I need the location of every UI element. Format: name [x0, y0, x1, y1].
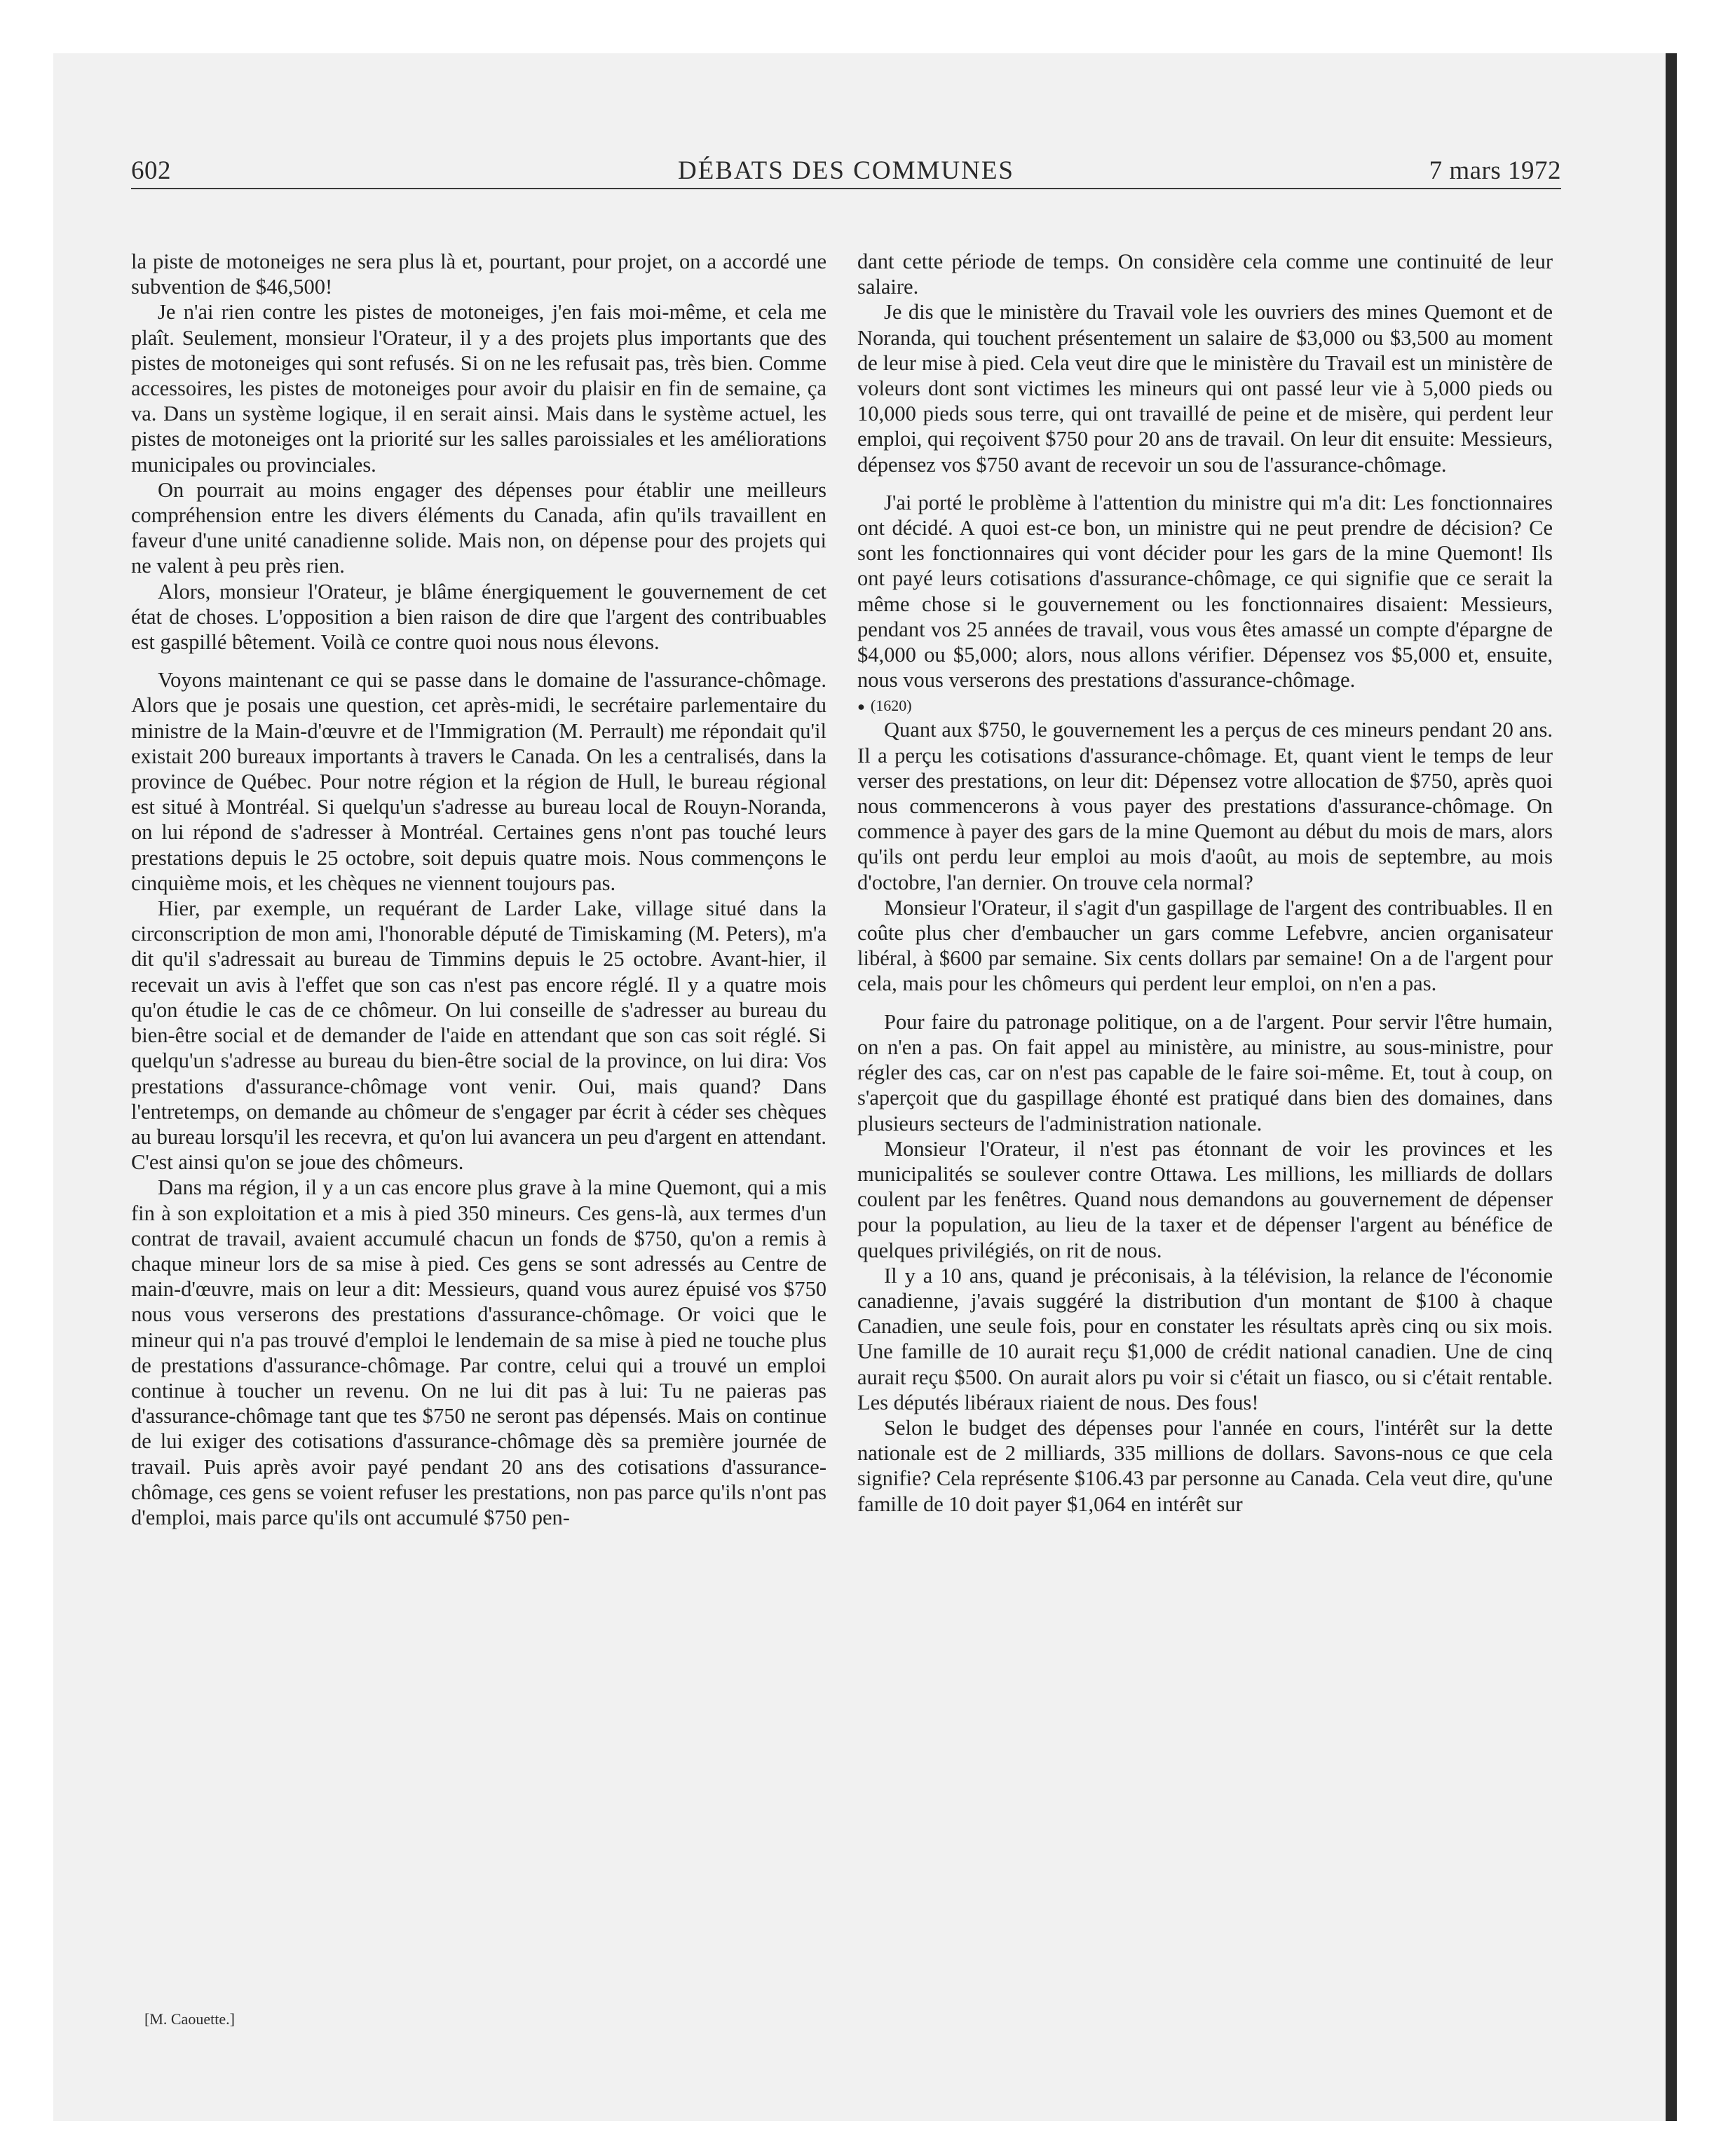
- scan-edge-bar: [1666, 53, 1677, 2121]
- paragraph: Je dis que le ministère du Travail vole les ouvriers des mines Quemont et de Noranda, qui touchent présentement un salaire de $3,000 ou $3,500 au moment de leur mise à pied. Cela veut dire que le ministère du Travail est un ministère de voleurs dont sont victimes les mineurs qui ont passé leur vie à 5,000 pieds ou 10,000 pieds sous terre, qui ont travaillé de peine et de misère, qui perdent leur emploi, qui reçoivent $750 pour 20 ans de travail. On leur dit ensuite: Messieurs, dépensez vos $750 avant de recevoir un sou de l'assurance-chômage.: [857, 300, 1553, 477]
- paragraph: J'ai porté le problème à l'attention du ministre qui m'a dit: Les fonctionnaires ont décidé. A quoi est-ce bon, un ministre qui ne peut prendre de décision? Ce sont les fonctionnaires qui vont décider pour les gars de la mine Quemont! Ils ont payé leurs cotisations d'assurance-chômage, ce qui signifie que ce serait la même chose si le gouvernement ou les fonctionnaires disaient: Messieurs, pendant vos 25 années de travail, vous vous êtes amassé un compte d'épargne de $4,000 ou $5,000; alors, nous allons vérifier. Dépensez vos $5,000 et, ensuite, nous vous verserons des prestations d'assurance-chômage.: [857, 490, 1553, 692]
- page-header: [131, 156, 1561, 189]
- paragraph: Monsieur l'Orateur, il n'est pas étonnant de voir les provinces et les municipalités se soulever contre Ottawa. Les millions, les milliards de dollars coulent par les fenêtres. Quand nous demandons au gouvernement de dépenser pour la population, au lieu de la taxer et de dépenser l'argent au bénéfice de quelques privilégiés, on rit de nous.: [857, 1136, 1553, 1262]
- left-column: [131, 249, 826, 1530]
- paragraph: On pourrait au moins engager des dépenses pour établir une meilleurs compréhension entre les divers éléments du Canada, afin qu'ils travaillent en faveur d'une unité canadienne solide. Mais non, on dépense pour des projets qui ne valent à peu près rien.: [131, 477, 826, 578]
- page-number: 602: [131, 156, 171, 185]
- paragraph: la piste de motoneiges ne sera plus là et, pourtant, pour projet, on a accordé une subvention de $46,500!: [131, 250, 826, 299]
- publication-date: 7 mars 1972: [1429, 156, 1561, 185]
- time-marker: [857, 695, 1553, 717]
- header-rule: [131, 188, 1561, 189]
- paragraph: Il y a 10 ans, quand je préconisais, à la télévision, la relance de l'économie canadienne, j'avais suggéré la distribution d'un montant de $100 à chaque Canadien, une seule fois, pour en constater les résultats après cinq ou six mois. Une famille de 10 aurait reçu $1,000 de crédit national canadien. Une de cinq aurait reçu $500. On aurait alors pu voir si c'était un fiasco, ou si c'était rentable. Les députés libéraux riaient de nous. Des fous!: [857, 1263, 1553, 1414]
- bullet-icon: ●: [857, 700, 865, 714]
- speaker-signature: [M. Caouette.]: [144, 2010, 235, 2028]
- paragraph: Hier, par exemple, un requérant de Larder Lake, village situé dans la circonscription de mon ami, l'honorable député de Timiskaming (M. Peters), m'a dit qu'il s'adressait au bureau de Timmins depuis le 25 octobre. Avant-hier, il recevait un avis à l'effet que son cas n'est pas encore réglé. Il y a quatre mois qu'on étudie le cas de ce chômeur. On lui conseille de s'adresser au bureau du bien-être social et de demander de l'aide en attendant que son cas soit réglé. Si quelqu'un s'adresse au bureau du bien-être social de la province, on lui dira: Vos prestations d'assurance-chômage vont venir. Oui, mais quand? Dans l'entretemps, on demande au chômeur de s'engager par écrit à céder ses chèques au bureau lorsqu'il les recevra, et qu'on lui avancera un peu d'argent en attendant. C'est ainsi qu'on se joue des chômeurs.: [131, 896, 826, 1175]
- paragraph: Quant aux $750, le gouvernement les a perçus de ces mineurs pendant 20 ans. Il a perçu les cotisations d'assurance-chômage. Et, quant vient le temps de leur verser des prestations, on leur dit: Dépensez votre allocation de $750, après quoi nous commencerons à vous payer des prestations d'assurance-chômage. On commence à payer des gars de la mine Quemont au début du mois de mars, alors qu'ils ont perdu leur emploi au mois d'août, au mois de septembre, au mois d'octobre, l'an dernier. On trouve cela normal?: [857, 718, 1553, 894]
- paragraph: Monsieur l'Orateur, il s'agit d'un gaspillage de l'argent des contribuables. Il en coûte plus cher d'embaucher un gars comme Lefebvre, ancien organisateur libéral, à $600 par semaine. Six cents dollars par semaine! On a de l'argent pour cela, mais pour les chômeurs qui perdent leur emploi, on n'en a pas.: [857, 895, 1553, 996]
- paragraph: Dans ma région, il y a un cas encore plus grave à la mine Quemont, qui a mis fin à son exploitation et a mis à pied 350 mineurs. Ces gens-là, aux termes d'un contrat de travail, avaient accumulé chacun un fonds de $750, qu'on a remis à chaque mineur lors de sa mise à pied. Ces gens se sont adressés au Centre de main-d'œuvre, mais on leur a dit: Messieurs, quand vous aurez épuisé vos $750 nous vous verserons des prestations d'assurance-chômage. Or voici que le mineur qui n'a pas trouvé d'emploi le lendemain de sa mise à pied ne touche plus de prestations d'assurance-chômage. Par contre, celui qui a trouvé un emploi continue à toucher un revenu. On ne lui dit pas à lui: Tu ne paieras pas d'assurance-chômage tant que tes $750 ne seront pas dépensés. Mais on continue de lui exiger des cotisations d'assurance-chômage dès sa première journée de travail. Puis après avoir payé pendant 20 ans des cotisations d'assurance-chômage, ces gens se voient refuser les prestations, non pas parce qu'ils n'ont pas d'emploi, mais parce qu'ils ont accumulé $750 pen-: [131, 1175, 826, 1529]
- time-marker-text: (1620): [870, 697, 912, 715]
- publication-title: DÉBATS DES COMMUNES: [677, 156, 1014, 185]
- paragraph: dant cette période de temps. On considère cela comme une continuité de leur salaire.: [857, 250, 1553, 299]
- right-column: [857, 249, 1553, 1517]
- paragraph: Alors, monsieur l'Orateur, je blâme énergiquement le gouvernement de cet état de choses. L'opposition a bien raison de dire que l'argent des contribuables est gaspillé bêtement. Voilà ce contre quoi nous nous élevons.: [131, 579, 826, 655]
- paragraph: Je n'ai rien contre les pistes de motoneiges, j'en fais moi-même, et cela me plaît. Seulement, monsieur l'Orateur, il y a des projets plus importants que des pistes de motoneiges qui sont refusés. Si on ne les refusait pas, très bien. Comme accessoires, les pistes de motoneiges pour avoir du plaisir en fin de semaine, ça va. Dans un système logique, il en serait ainsi. Mais dans le système actuel, les pistes de motoneiges ont la priorité sur les salles paroissiales et les améliorations municipales ou provinciales.: [131, 300, 826, 477]
- paragraph: Pour faire du patronage politique, on a de l'argent. Pour servir l'être humain, on n'en a pas. On fait appel au ministère, au ministre, au sous-ministre, pour régler des cas, car on n'est pas capable de le faire soi-même. Et, tout à coup, on s'aperçoit que du gaspillage éhonté est pratiqué dans bien des domaines, dans plusieurs secteurs de l'administration nationale.: [857, 1009, 1553, 1135]
- paragraph: Selon le budget des dépenses pour l'année en cours, l'intérêt sur la dette nationale est de 2 milliards, 335 millions de dollars. Savons-nous ce que cela signifie? Cela représente $106.43 par personne au Canada. Cela veut dire, qu'une famille de 10 doit payer $1,064 en intérêt sur: [857, 1415, 1553, 1516]
- paragraph: Voyons maintenant ce qui se passe dans le domaine de l'assurance-chômage. Alors que je posais une question, cet après-midi, le secrétaire parlementaire du ministre de la Main-d'œuvre et de l'Immigration (M. Perrault) me répondait qu'il existait 200 bureaux importants à travers le Canada. On les a centralisés, dans la province de Québec. Pour notre région et la région de Hull, le bureau régional est situé à Montréal. Si quelqu'un s'adresse au bureau local de Rouyn-Noranda, on lui répond de s'adresser à Montréal. Certaines gens n'ont pas touché leurs prestations depuis le 25 octobre, soit depuis quatre mois. Nous commençons le cinquième mois, et les chèques ne viennent toujours pas.: [131, 668, 826, 895]
